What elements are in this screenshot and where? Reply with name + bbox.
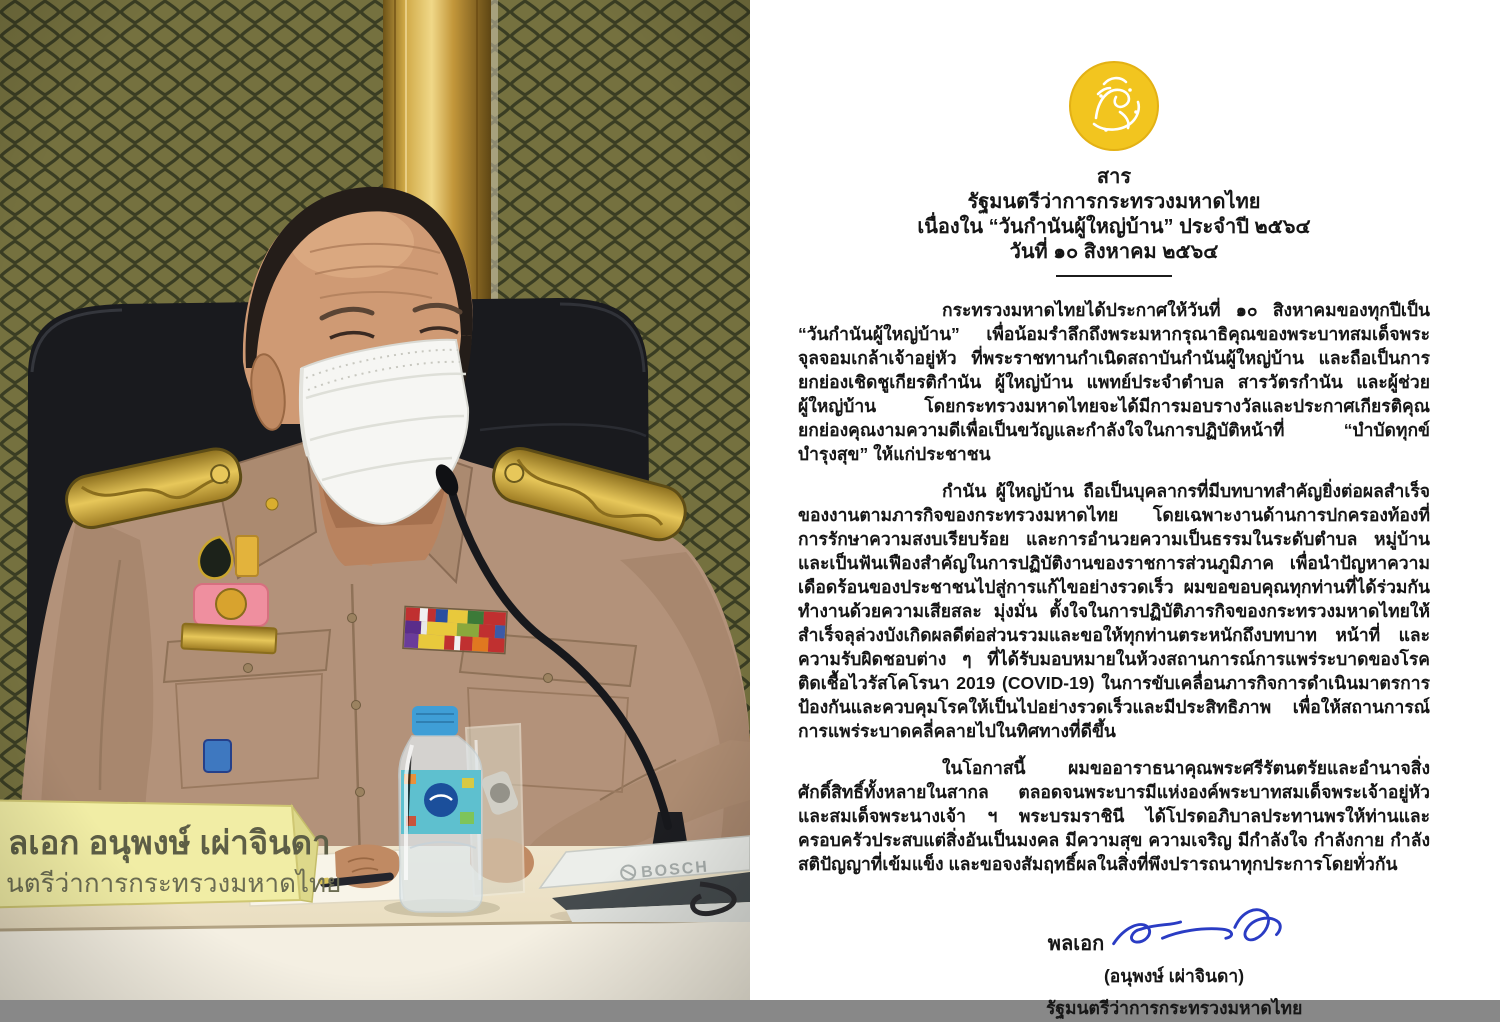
signer-position: รัฐมนตรีว่าการกระทรวงมหาดไทย bbox=[1046, 998, 1303, 1018]
doc-occasion: เนื่องใน “วันกำนันผู้ใหญ่บ้าน” ประจำปี ๒๕๖๔ bbox=[917, 216, 1311, 238]
official-message-document bbox=[750, 0, 1500, 1018]
paragraph-1: กระทรวงมหาดไทยได้ประกาศให้วันที่ ๑๐ สิงหาคมของทุกปีเป็น “วันกำนันผู้ใหญ่บ้าน” เพื่อน้อมรำลึกถึงพระมหากรุณาธิคุณของพระบาทสมเด็จพระจุลจอมเกล้าเจ้าอยู่หัว ที่พระราชทานกำเนิดสถาบันกำนันผู้ใหญ่บ้าน และถือเป็นการยกย่องเชิดชูเกียรติกำนัน ผู้ใหญ่บ้าน แพทย์ประจำตำบล สารวัตรกำนัน และผู้ช่วยผู้ใหญ่บ้าน โดยกระทรวงมหาดไทยจะได้มีการมอบรางวัลและประกาศเกียรติคุณยกย่องคุณงามความดีเพื่อเป็นขวัญและกำลังใจในการปฏิบัติหน้าที่ “บำบัดทุกข์ บำรุงสุข” ให้แก่ประชาชน bbox=[798, 300, 1430, 464]
document-body bbox=[798, 298, 1430, 876]
signer-rank: พลเอก bbox=[1047, 933, 1105, 955]
ministry-seal-emblem bbox=[1068, 60, 1160, 152]
minister-photo bbox=[0, 0, 750, 1000]
handwritten-signature bbox=[1110, 902, 1300, 960]
paragraph-3: ในโอกาสนี้ ผมขออาราธนาคุณพระศรีรัตนตรัยและอำนาจสิ่งศักดิ์สิทธิ์ทั้งหลายในสากล ตลอดจนพระบารมีแห่งองค์พระบาทสมเด็จพระเจ้าอยู่หัว และสมเด็จพระนางเจ้า ฯ พระบรมราชินี ได้โปรดอภิบาลประทานพรให้ท่านและครอบครัวประสบแต่สิ่งอันเป็นมงคล มีความสุข ความเจริญ มีกำลังใจ กำลังกาย กำลังสติปัญญาที่เข้มแข็ง และขอจงสัมฤทธิ์ผลในสิ่งที่พึงปรารถนาทุกประการโดยทั่วกัน bbox=[798, 758, 1430, 874]
paragraph-2: กำนัน ผู้ใหญ่บ้าน ถือเป็นบุคลากรที่มีบทบาทสำคัญยิ่งต่อผลสำเร็จของงานตามภารกิจของกระทรวงมหาดไทย โดยเฉพาะงานด้านการปกครองท้องที่ การรักษาความสงบเรียบร้อย และการอำนวยความเป็นธรรมในระดับตำบล หมู่บ้าน และเป็นฟันเฟืองสำคัญในการปฏิบัติงานของราชการส่วนภูมิภาค เพื่อนำปัญหาความเดือดร้อนของประชาชนไปสู่การแก้ไขอย่างรวดเร็ว ผมขอขอบคุณทุกท่านที่ได้ร่วมกันทำงานด้วยความเสียสละ มุ่งมั่น ตั้งใจในการปฏิบัติภารกิจของกระทรวงมหาดไทยให้สำเร็จลุล่วงบังเกิดผลดีต่อส่วนรวมและขอให้ทุกท่านตระหนักถึงบทบาท หน้าที่ และความรับผิดชอบต่าง ๆ ที่ได้รับมอบหมายในห้วงสถานการณ์การแพร่ระบาดของโรคติดเชื้อไวรัสโคโรนา 2019 (COVID-19) ในการขับเคลื่อนภารกิจการดำเนินมาตรการป้องกันและควบคุมโรคให้เป็นไปอย่างรวดเร็วและมีประสิทธิภาพ เพื่อให้สถานการณ์การแพร่ระบาดคลี่คลายไปในทิศทางที่ดีขึ้น bbox=[798, 481, 1430, 741]
photo-vignette bbox=[0, 0, 750, 1000]
header-divider bbox=[1056, 275, 1172, 277]
doc-subtitle: รัฐมนตรีว่าการกระทรวงมหาดไทย bbox=[967, 191, 1261, 213]
signature-block bbox=[1046, 902, 1302, 1022]
document-header bbox=[798, 165, 1430, 265]
signer-name: (อนุพงษ์ เผ่าจินดา) bbox=[1103, 966, 1245, 986]
doc-title: สาร bbox=[1096, 166, 1132, 188]
doc-date: วันที่ ๑๐ สิงหาคม ๒๕๖๔ bbox=[1009, 241, 1219, 263]
